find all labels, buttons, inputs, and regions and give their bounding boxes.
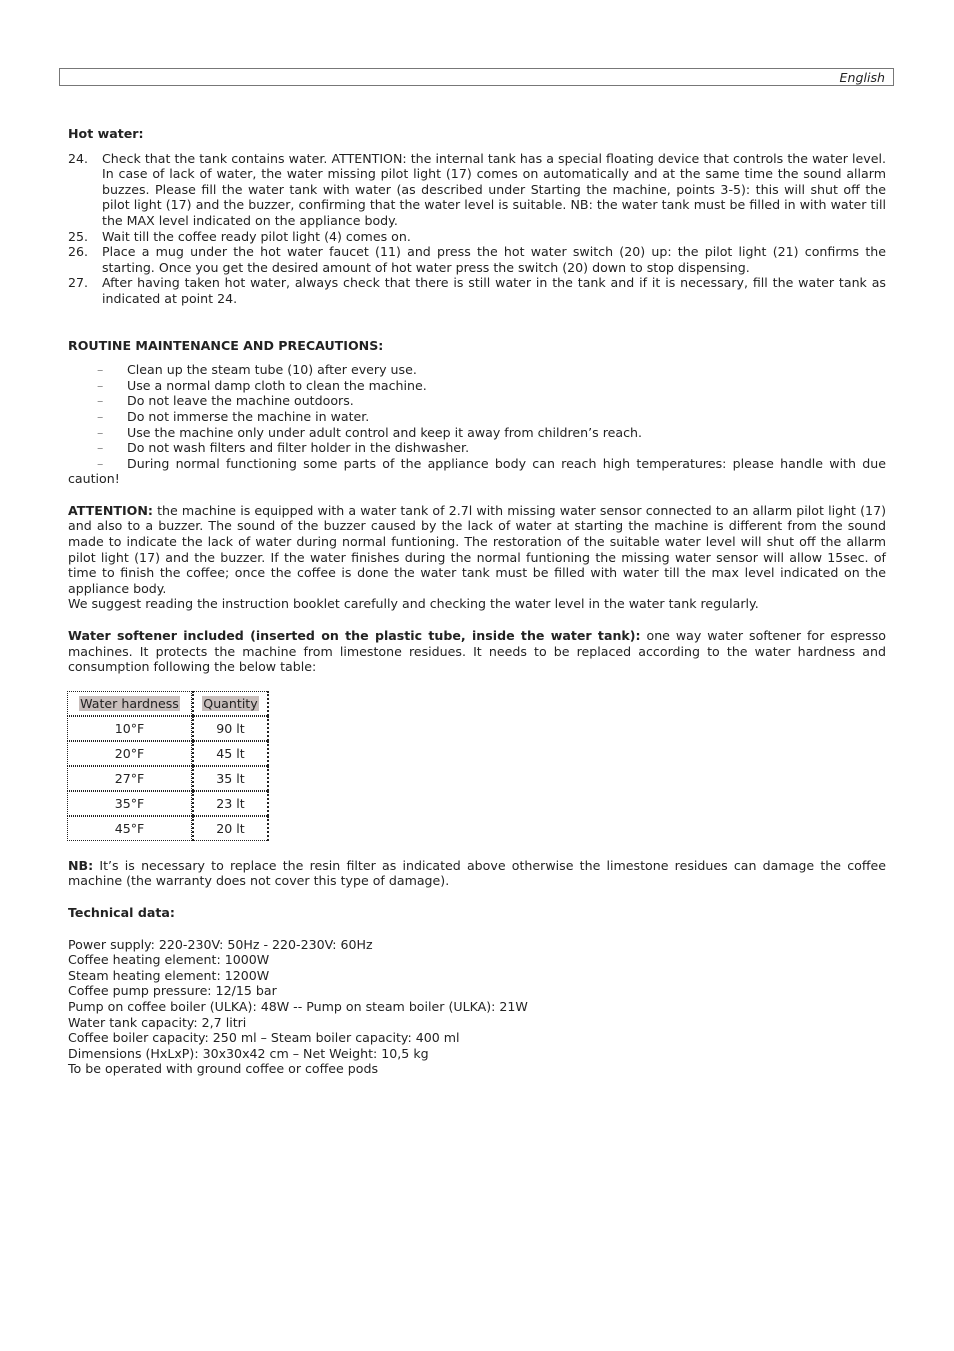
spec-line: To be operated with ground coffee or coffee pods — [68, 1061, 379, 1077]
list-item — [68, 440, 886, 456]
spec-line: Steam heating element: 1200W — [68, 967, 270, 983]
spec-line: Water tank capacity: 2,7 litri — [68, 1014, 247, 1030]
list-item — [68, 244, 886, 275]
list-item — [68, 409, 886, 425]
spec-line: Coffee pump pressure: 12/15 bar — [68, 983, 277, 999]
maintenance-heading: ROUTINE MAINTENANCE AND PRECAUTIONS: — [68, 337, 384, 353]
list-item — [68, 229, 886, 245]
dash-bullet: – — [97, 362, 104, 378]
table-row — [67, 716, 269, 741]
step-number: 27. — [68, 275, 89, 291]
item-text: Do not wash filters and filter holder in the dishwasher. — [127, 440, 470, 456]
step-number: 25. — [68, 228, 89, 244]
list-item — [68, 275, 886, 306]
technical-heading: Technical data: — [68, 905, 175, 920]
hardness-cell: 10°F — [67, 716, 192, 741]
dash-bullet: – — [97, 440, 104, 456]
hot-water-steps — [68, 151, 886, 307]
item-text: Clean up the steam tube (10) after every use. — [127, 362, 417, 378]
item-text: Use a normal damp cloth to clean the machine. — [127, 377, 427, 393]
item-text: Do not leave the machine outdoors. — [127, 393, 354, 409]
quantity-cell: 35 lt — [192, 766, 269, 791]
list-item — [68, 393, 886, 409]
header-cell — [192, 691, 269, 716]
spec-line: Coffee boiler capacity: 250 ml – Steam boiler capacity: 400 ml — [68, 1030, 460, 1046]
quantity-cell: 90 lt — [192, 716, 269, 741]
header-cell — [67, 691, 192, 716]
quantity-cell: 45 lt — [192, 741, 269, 766]
list-item — [68, 425, 886, 441]
hardness-table — [67, 691, 269, 841]
attention-label: ATTENTION: — [68, 502, 153, 518]
header-label: Water hardness — [80, 695, 179, 711]
step-text: Place a mug under the hot water faucet (11) and press the hot water switch (20) up: the pilot light (21) confirms the starting. Once you get the desired amount of hot water press the switch (20) down to stop dispensing. — [102, 244, 886, 275]
technical-data — [68, 937, 886, 1077]
dash-bullet: – — [97, 377, 104, 393]
suggest-paragraph: We suggest reading the instruction booklet carefully and checking the water level in the water tank regularly. — [68, 596, 759, 612]
spec-line: Dimensions (HxLxP): 30x30x42 cm – Net Weight: 10,5 kg — [68, 1045, 429, 1061]
item-text: Use the machine only under adult control and keep it away from children’s reach. — [127, 424, 642, 440]
spec-line: Power supply: 220-230V: 50Hz - 220-230V: 60Hz — [68, 936, 373, 952]
nb-text: It’s is necessary to replace the resin filter as indicated above otherwise the limestone residues can damage the coffee machine (the warranty does not cover this type of damage). — [68, 857, 886, 889]
table-row — [67, 816, 269, 841]
page-header — [59, 68, 894, 86]
list-item — [68, 378, 886, 394]
list-item — [68, 151, 886, 229]
softener-text: one way water softener for espresso machines. It protects the machine from limestone residues. It needs to be replaced according to the water hardness and consumption following the below table: — [68, 628, 886, 675]
hardness-cell: 45°F — [67, 816, 192, 841]
softener-label: Water softener included (inserted on the plastic tube, inside the water tank): — [68, 628, 641, 644]
quantity-cell: 20 lt — [192, 816, 269, 841]
step-text: Check that the tank contains water. ATTENTION: the internal tank has a special floating device that controls the water level. In case of lack of water, the water missing pilot light (17) comes on automatically and at the same time the sound allarm buzzes. Please fill the water tank with water (as described under Starting the machine, points 3-5): this will shut off the pilot light (17) and the buzzer, confirming that the water level is suitable. NB: the water tank must be filled in with water till the MAX level indicated on the appliance body. — [102, 150, 886, 228]
dash-bullet: – — [97, 408, 104, 424]
attention-text: the machine is equipped with a water tank of 2.7l with missing water sensor connected to an allarm pilot light (17) and also to a buzzer. The sound of the buzzer caused by the lack of water at starting the machine is different from the sound made to indicate the lack of water during normal funtioning. The restoration of the suitable water level will shut off the allarm pilot light (17) and the buzzer. If the water finishes during the normal funtioning the missing water sensor will allow 15sec. of time to finish the coffee; once the coffee is done the water tank must be filled with water till the max level indicated on the appliance body. — [68, 502, 886, 596]
spec-line: Pump on coffee boiler (ULKA): 48W -- Pump on steam boiler (ULKA): 21W — [68, 998, 528, 1014]
table-header-row — [67, 691, 269, 716]
nb-paragraph — [68, 858, 886, 889]
hardness-cell: 35°F — [67, 791, 192, 816]
hardness-cell: 20°F — [67, 741, 192, 766]
spec-line: Coffee heating element: 1000W — [68, 952, 270, 968]
document-body — [68, 126, 886, 1077]
dash-bullet: – — [97, 393, 104, 409]
item-text: During normal functioning some parts of the appliance body can reach high temperatures: please handle with due caution! — [68, 455, 886, 487]
hot-water-heading: Hot water: — [68, 126, 144, 141]
table-row — [67, 791, 269, 816]
list-item — [68, 362, 886, 378]
step-number: 24. — [68, 150, 89, 166]
hardness-cell: 27°F — [67, 766, 192, 791]
step-text: After having taken hot water, always check that there is still water in the tank and if it is necessary, fill the water tank as indicated at point 24. — [102, 275, 886, 306]
header-label: Quantity — [203, 695, 258, 711]
item-text: Do not immerse the machine in water. — [127, 408, 370, 424]
softener-paragraph — [68, 628, 886, 675]
language-label: English — [839, 70, 885, 85]
nb-label: NB: — [68, 857, 94, 873]
list-item — [68, 456, 886, 487]
quantity-cell: 23 lt — [192, 791, 269, 816]
dash-bullet: – — [97, 455, 104, 471]
step-number: 26. — [68, 244, 89, 260]
table-row — [67, 766, 269, 791]
step-text: Wait till the coffee ready pilot light (4) comes on. — [102, 228, 411, 244]
dash-bullet: – — [97, 424, 104, 440]
table-row — [67, 741, 269, 766]
maintenance-list — [68, 362, 886, 487]
attention-paragraph — [68, 503, 886, 597]
